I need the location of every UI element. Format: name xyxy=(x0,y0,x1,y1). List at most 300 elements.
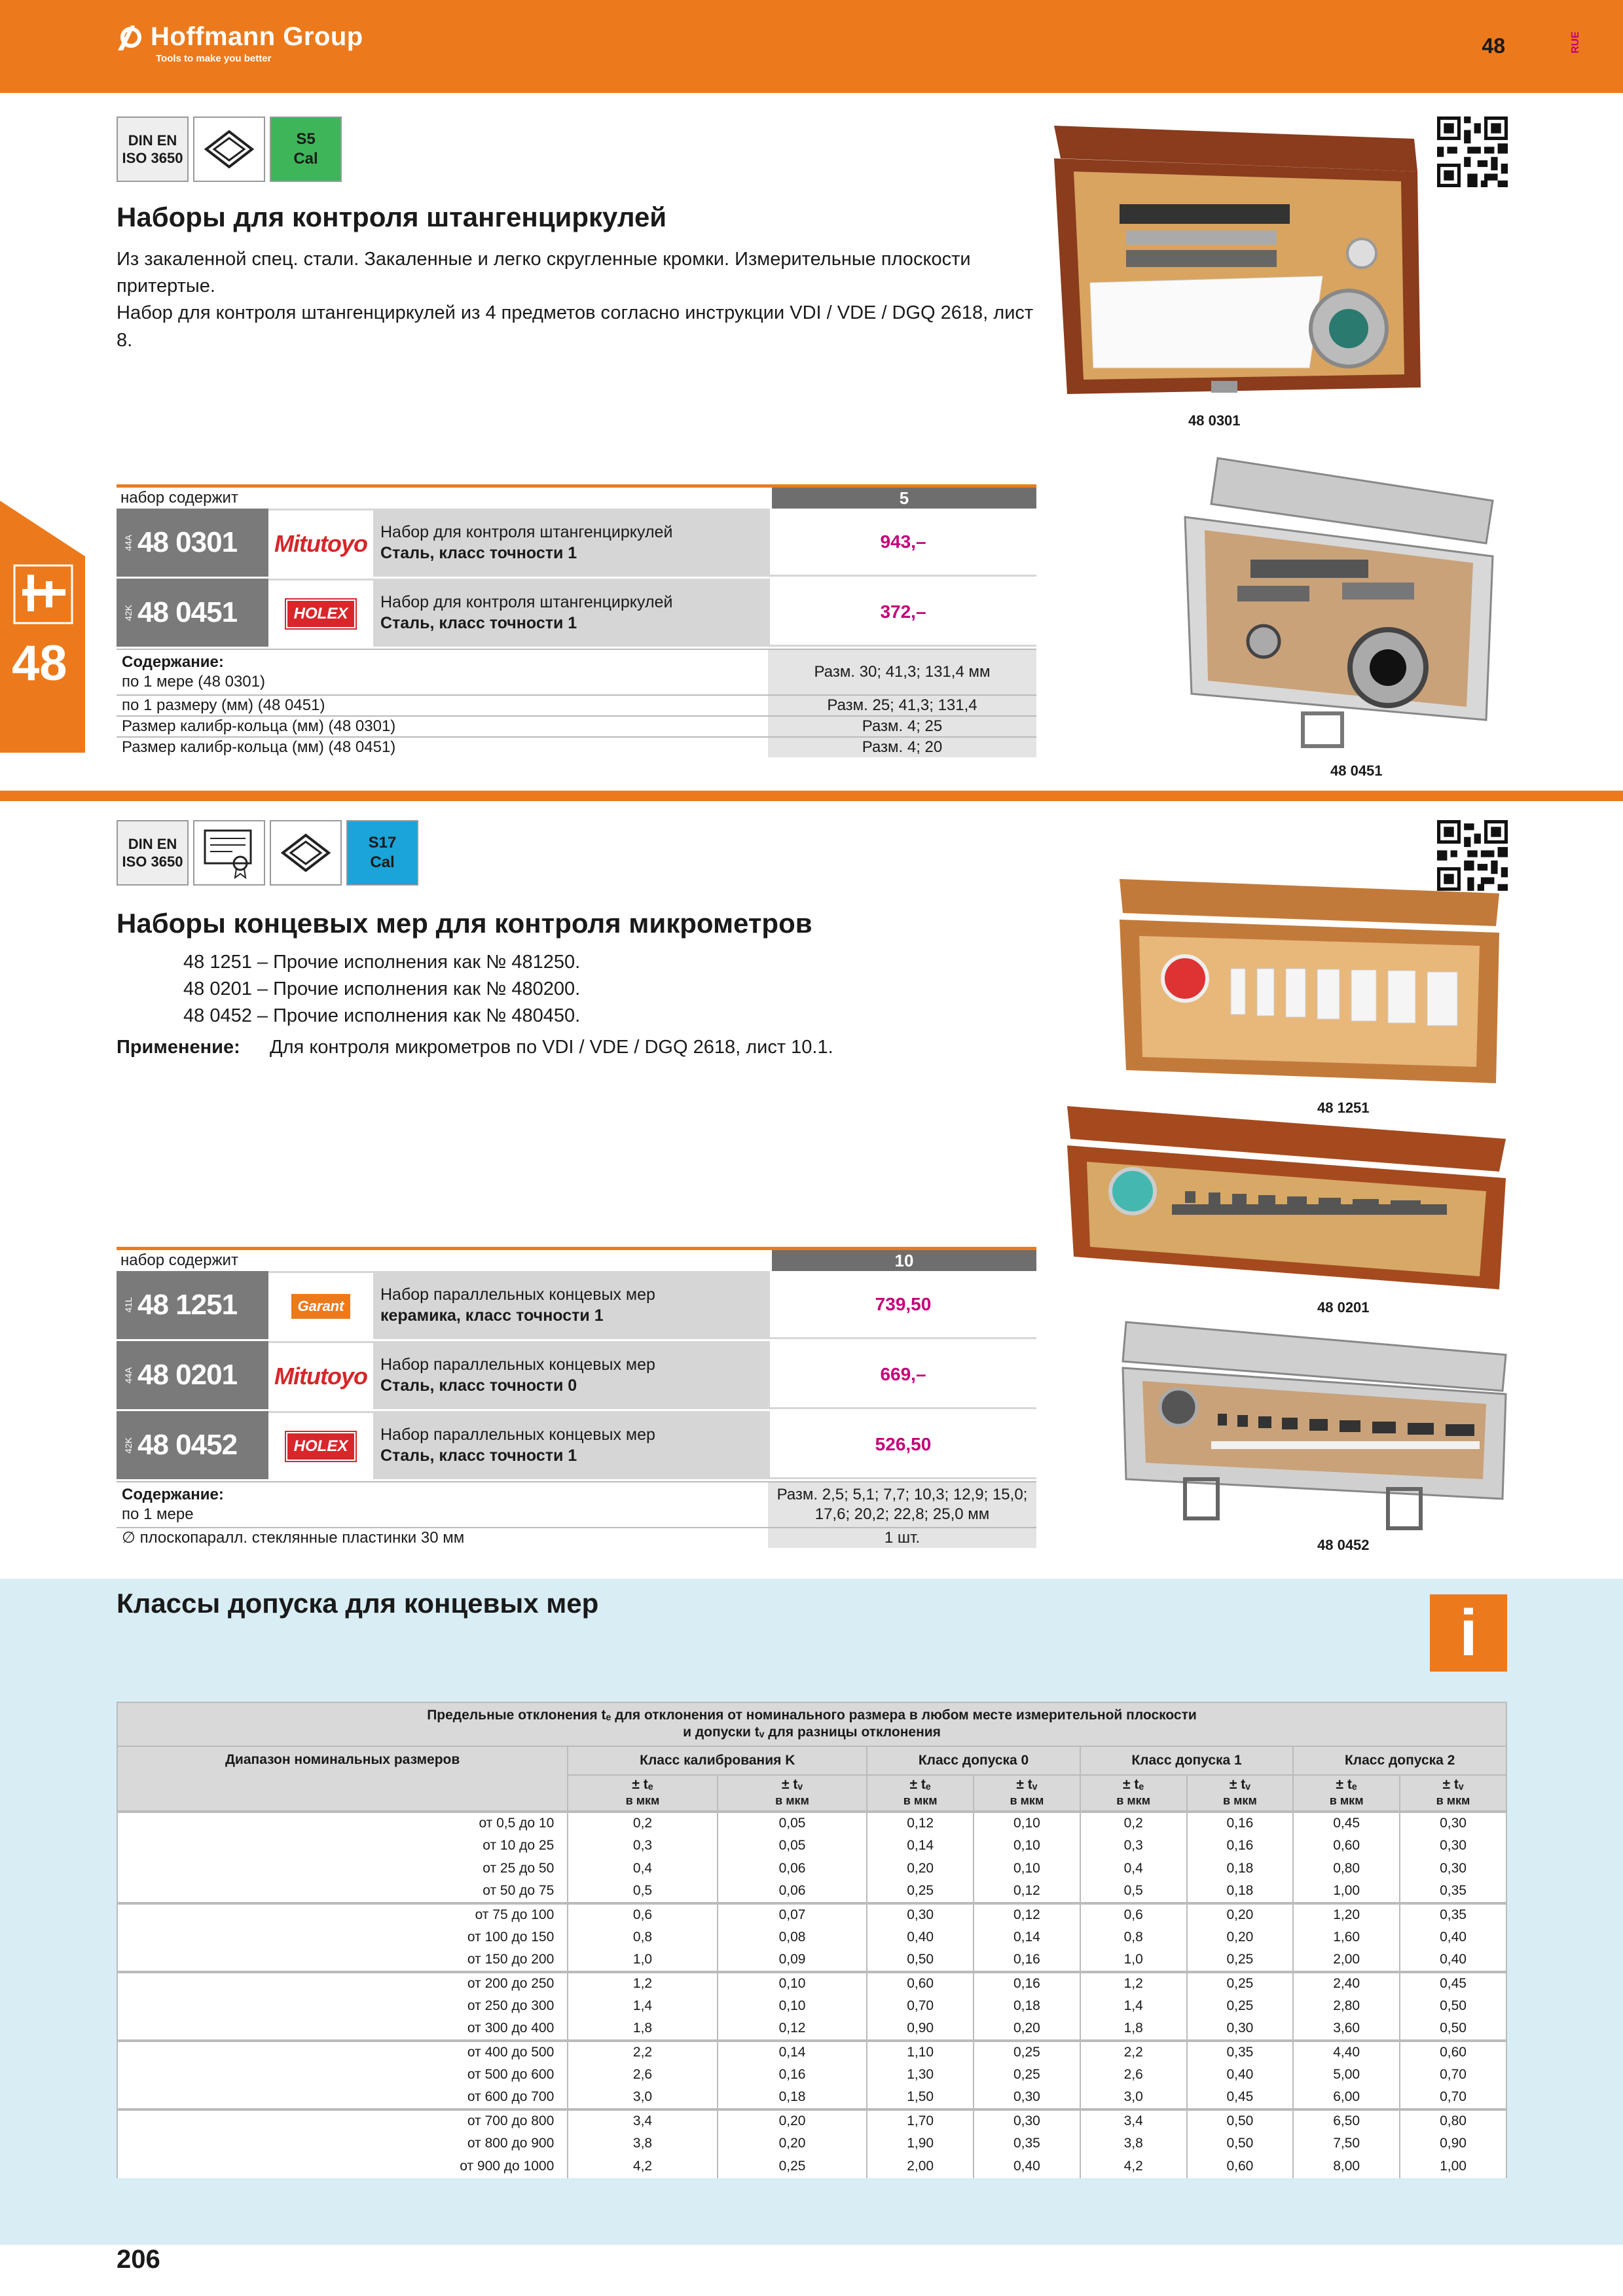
tolerance-value: 0,70 xyxy=(867,1995,974,2018)
spec-label: по 1 мере xyxy=(122,1505,194,1523)
tolerance-value: 0,4 xyxy=(1080,1857,1187,1880)
range-cell: от 100 до 150 xyxy=(117,1926,568,1949)
range-cell: от 50 до 75 xyxy=(117,1880,568,1903)
tolerance-table xyxy=(117,1702,1507,2178)
tolerance-row xyxy=(117,1857,1506,1880)
product-spec: керамика, класс точности 1 xyxy=(380,1306,604,1325)
tolerance-value: 0,25 xyxy=(974,2041,1080,2064)
spec-value: Разм. 2,5; 5,1; 7,7; 10,3; 12,9; 15,0; xyxy=(776,1486,1028,1503)
product-spec: Сталь, класс точности 1 xyxy=(380,544,577,562)
table-header-count: 10 xyxy=(772,1250,1036,1271)
product-photo xyxy=(1061,1100,1512,1302)
spec-label: по 1 мере (48 0301) xyxy=(122,673,265,691)
description-cell xyxy=(375,1411,770,1479)
certificate-icon xyxy=(193,820,265,886)
tolerance-row xyxy=(117,1949,1506,1972)
tolerance-value: 0,06 xyxy=(718,1880,867,1903)
tolerance-value: 3,4 xyxy=(1080,2109,1187,2132)
price: 739,50 xyxy=(770,1271,1036,1339)
product-photo xyxy=(1113,1316,1512,1551)
range-cell: от 900 до 1000 xyxy=(117,2155,568,2178)
tolerance-table-body xyxy=(117,1812,1506,2178)
tolerance-value: 1,8 xyxy=(1080,2018,1187,2041)
spec-value: Разм. 4; 25 xyxy=(768,717,1036,736)
page-number: 206 xyxy=(117,2245,160,2274)
brand-cell xyxy=(268,1271,375,1339)
calibration-badge-bottom: Cal xyxy=(293,150,318,168)
tv-header: ± tᵥ xyxy=(1016,1777,1038,1792)
tolerance-value: 0,07 xyxy=(718,1903,867,1926)
table-header-label: набор содержит xyxy=(120,1251,238,1269)
tolerance-value: 0,40 xyxy=(1400,1949,1506,1972)
product-spec: Сталь, класс точности 0 xyxy=(380,1376,577,1395)
tolerance-value: 0,35 xyxy=(1187,2041,1294,2064)
tolerance-value: 0,20 xyxy=(718,2109,867,2132)
article-cell[interactable] xyxy=(117,1411,268,1479)
table-caption-row xyxy=(117,1702,1506,1746)
tolerance-value: 5,00 xyxy=(1293,2064,1400,2087)
table-header-label: набор содержит xyxy=(120,489,238,507)
tolerance-value: 0,06 xyxy=(718,1857,867,1880)
te-header: ± tₑ xyxy=(909,1777,931,1792)
description-line: притертые. xyxy=(117,276,215,297)
qr-code-icon[interactable] xyxy=(1437,117,1508,187)
article-code: 44A xyxy=(123,534,134,551)
spec-value: 17,6; 20,2; 22,8; 25,0 мм xyxy=(814,1505,990,1523)
tolerance-value: 0,8 xyxy=(1080,1926,1187,1949)
tolerance-value: 0,80 xyxy=(1293,1857,1400,1880)
product-photo xyxy=(1048,119,1424,401)
chapter-number: 48 xyxy=(1482,34,1505,58)
article-code: 42K xyxy=(123,1437,134,1454)
application-text: Для контроля микрометров по VDI / VDE / DGQ 2618, лист 10.1. xyxy=(270,1037,833,1058)
tolerance-value: 0,5 xyxy=(1080,1880,1187,1903)
table-header-count: 5 xyxy=(772,488,1036,509)
tolerance-value: 0,10 xyxy=(718,1995,867,2018)
tolerance-value: 0,20 xyxy=(974,2018,1080,2041)
tolerance-value: 0,08 xyxy=(718,1926,867,1949)
tolerance-row xyxy=(117,2109,1506,2132)
spec-label: Размер калибр-кольца (мм) (48 0451) xyxy=(122,738,396,756)
table-caption: и допуски tᵥ для разницы отклонения xyxy=(683,1725,941,1740)
calibration-badge xyxy=(270,117,342,182)
article-code: 44A xyxy=(123,1367,134,1384)
tolerance-value: 0,25 xyxy=(1187,1995,1294,2018)
brand-tagline: Tools to make you better xyxy=(156,53,272,64)
range-cell: от 300 до 400 xyxy=(117,2018,568,2041)
tolerance-value: 0,60 xyxy=(1400,2041,1506,2064)
tolerance-value: 0,16 xyxy=(718,2064,867,2087)
description-cell xyxy=(375,509,770,577)
price: 943,– xyxy=(770,509,1036,577)
unit-label: в мкм xyxy=(625,1794,660,1807)
unit-label: в мкм xyxy=(1010,1794,1044,1807)
mitutoyo-logo: Mitutoyo xyxy=(274,1362,367,1390)
article-cell[interactable] xyxy=(117,1271,268,1339)
tolerance-value: 0,50 xyxy=(867,1949,974,1972)
tolerance-value: 0,20 xyxy=(867,1857,974,1880)
tolerance-value: 2,2 xyxy=(1080,2041,1187,2064)
tolerance-value: 0,20 xyxy=(718,2132,867,2155)
brand-logo[interactable] xyxy=(117,22,363,64)
tolerance-value: 0,40 xyxy=(1187,2064,1294,2087)
product-spec: Сталь, класс точности 1 xyxy=(380,614,577,632)
tolerance-value: 0,30 xyxy=(1400,1812,1506,1835)
tolerance-value: 6,00 xyxy=(1293,2087,1400,2109)
tolerance-value: 0,20 xyxy=(1187,1926,1294,1949)
tolerance-value: 0,70 xyxy=(1400,2064,1506,2087)
product-table xyxy=(117,1247,1036,1548)
unit-label: в мкм xyxy=(1329,1794,1364,1807)
garant-logo: Garant xyxy=(291,1294,351,1319)
tolerance-value: 3,8 xyxy=(1080,2132,1187,2155)
hoffmann-logo-icon xyxy=(117,23,145,52)
range-cell: от 10 до 25 xyxy=(117,1835,568,1857)
brand-name: Hoffmann Group xyxy=(151,22,363,51)
price: 372,– xyxy=(770,579,1036,647)
tolerance-value: 0,10 xyxy=(974,1857,1080,1880)
tolerance-value: 2,00 xyxy=(867,2155,974,2178)
tolerance-value: 3,60 xyxy=(1293,2018,1400,2041)
range-cell: от 600 до 700 xyxy=(117,2087,568,2109)
tolerance-value: 0,18 xyxy=(1187,1880,1294,1903)
tolerance-value: 0,18 xyxy=(1187,1857,1294,1880)
tolerance-value: 0,50 xyxy=(1187,2132,1294,2155)
variant-item: 48 0452 – Прочие исполнения как № 480450. xyxy=(183,1005,581,1027)
tolerance-value: 0,3 xyxy=(1080,1835,1187,1857)
tolerance-value: 2,00 xyxy=(1293,1949,1400,1972)
product-spec: Сталь, класс точности 1 xyxy=(380,1446,577,1465)
article-cell[interactable] xyxy=(117,509,268,577)
spec-row xyxy=(117,1527,1036,1548)
product-table xyxy=(117,484,1036,757)
tolerance-row xyxy=(117,2041,1506,2064)
spec-value: Разм. 25; 41,3; 131,4 xyxy=(768,696,1036,715)
calibration-badge-bottom: Cal xyxy=(370,853,395,871)
tolerance-row xyxy=(117,2132,1506,2155)
variant-list xyxy=(183,949,580,1030)
spec-label-bold: Содержание: xyxy=(122,653,224,671)
spec-value: Разм. 4; 20 xyxy=(768,738,1036,757)
tolerance-value: 0,10 xyxy=(974,1835,1080,1857)
tolerance-value: 0,12 xyxy=(718,2018,867,2041)
calibration-badge-top: S17 xyxy=(368,834,397,852)
language-code: RUE xyxy=(1570,31,1581,54)
tolerance-value: 0,90 xyxy=(867,2018,974,2041)
tolerance-row xyxy=(117,1903,1506,1926)
price: 526,50 xyxy=(770,1411,1036,1479)
photo-caption: 48 0201 xyxy=(1317,1299,1370,1316)
tolerance-value: 2,40 xyxy=(1293,1972,1400,1995)
tolerance-value: 0,5 xyxy=(568,1880,718,1903)
spec-label: ∅ плоскопаралл. стеклянные пластинки 30 мм xyxy=(122,1529,465,1547)
info-icon[interactable]: i xyxy=(1430,1594,1507,1672)
tolerance-value: 0,4 xyxy=(568,1857,718,1880)
tolerance-value: 1,10 xyxy=(867,2041,974,2064)
article-number: 48 0301 xyxy=(137,526,238,558)
range-cell: от 200 до 250 xyxy=(117,1972,568,1995)
article-number: 48 0201 xyxy=(137,1359,238,1391)
tolerance-value: 1,50 xyxy=(867,2087,974,2109)
photo-caption: 48 0451 xyxy=(1330,762,1383,779)
range-header: Диапазон номинальных размеров xyxy=(117,1746,568,1812)
tolerance-value: 0,10 xyxy=(718,1972,867,1995)
range-cell: от 25 до 50 xyxy=(117,1857,568,1880)
tv-header: ± tᵥ xyxy=(782,1777,803,1792)
tolerance-value: 0,30 xyxy=(974,2087,1080,2109)
unit-label: в мкм xyxy=(775,1794,809,1807)
holex-logo: HOLEX xyxy=(286,600,356,628)
price: 669,– xyxy=(770,1341,1036,1409)
tolerance-value: 1,0 xyxy=(1080,1949,1187,1972)
product-photo xyxy=(1113,874,1506,1096)
table-row[interactable] xyxy=(117,509,1036,579)
tolerance-value: 6,50 xyxy=(1293,2109,1400,2132)
gauge-block-icon xyxy=(270,820,342,886)
article-number: 48 0452 xyxy=(137,1429,238,1461)
range-cell: от 150 до 200 xyxy=(117,1949,568,1972)
spec-row xyxy=(117,715,1036,736)
tolerance-value: 0,40 xyxy=(867,1926,974,1949)
application-label: Применение: xyxy=(117,1037,240,1058)
tolerance-row xyxy=(117,1812,1506,1835)
tolerance-value: 2,6 xyxy=(568,2064,718,2087)
tolerance-value: 0,30 xyxy=(1187,2018,1294,2041)
range-cell: от 500 до 600 xyxy=(117,2064,568,2087)
brand-cell xyxy=(268,1341,375,1409)
range-cell: от 75 до 100 xyxy=(117,1903,568,1926)
tolerance-value: 0,90 xyxy=(1400,2132,1506,2155)
calibration-badge xyxy=(346,820,418,886)
tolerance-value: 0,05 xyxy=(718,1812,867,1835)
tolerance-value: 7,50 xyxy=(1293,2132,1400,2155)
tolerance-row xyxy=(117,2155,1506,2178)
tolerance-value: 0,8 xyxy=(568,1926,718,1949)
table-row[interactable] xyxy=(117,1341,1036,1411)
range-cell: от 0,5 до 10 xyxy=(117,1812,568,1835)
tolerance-value: 0,25 xyxy=(718,2155,867,2178)
tolerance-value: 0,05 xyxy=(718,1835,867,1857)
product-name: Набор для контроля штангенциркулей xyxy=(380,522,673,541)
table-row[interactable] xyxy=(117,1271,1036,1341)
article-code: 42K xyxy=(123,604,134,621)
tolerance-value: 0,16 xyxy=(974,1949,1080,1972)
class-header: Класс допуска 2 xyxy=(1293,1746,1506,1775)
class-header: Класс допуска 0 xyxy=(867,1746,1080,1775)
tolerance-value: 0,16 xyxy=(1187,1812,1294,1835)
tolerance-value: 0,50 xyxy=(1400,1995,1506,2018)
unit-label: в мкм xyxy=(903,1794,938,1807)
din-iso-badge: DIN EN ISO 3650 xyxy=(117,820,189,886)
spec-row xyxy=(117,649,1036,694)
range-cell: от 800 до 900 xyxy=(117,2132,568,2155)
tolerance-value: 0,30 xyxy=(867,1903,974,1926)
tolerance-value: 0,60 xyxy=(1293,1835,1400,1857)
tolerance-value: 0,25 xyxy=(974,2064,1080,2087)
product-name: Набор для контроля штангенциркулей xyxy=(380,592,673,611)
spec-row xyxy=(117,736,1036,757)
calibration-badge-top: S5 xyxy=(296,130,316,148)
range-cell: от 250 до 300 xyxy=(117,1995,568,2018)
range-cell: от 700 до 800 xyxy=(117,2109,568,2132)
tolerance-value: 0,30 xyxy=(1400,1835,1506,1857)
tolerance-value: 3,8 xyxy=(568,2132,718,2155)
description-line: Набор для контроля штангенциркулей из 4 предметов согласно инструкции VDI / VDE / DGQ 2618, лист 8. xyxy=(117,302,1034,351)
photo-caption: 48 1251 xyxy=(1317,1100,1370,1116)
tolerance-value: 3,0 xyxy=(568,2087,718,2109)
spec-value: 1 шт. xyxy=(768,1528,1036,1548)
tolerance-value: 0,09 xyxy=(718,1949,867,1972)
tolerance-value: 0,60 xyxy=(867,1972,974,1995)
tolerance-value: 0,6 xyxy=(568,1903,718,1926)
tolerance-value: 0,2 xyxy=(1080,1812,1187,1835)
spec-label: по 1 размеру (мм) (48 0451) xyxy=(122,696,325,714)
product-name: Набор параллельных концевых мер xyxy=(380,1285,655,1304)
table-header-row xyxy=(117,1746,1506,1775)
tolerance-value: 0,12 xyxy=(974,1880,1080,1903)
tolerance-value: 1,20 xyxy=(1293,1903,1400,1926)
tv-header: ± tᵥ xyxy=(1442,1777,1464,1792)
tolerance-row xyxy=(117,1972,1506,1995)
tolerance-value: 4,40 xyxy=(1293,2041,1400,2064)
tolerance-value: 0,45 xyxy=(1293,1812,1400,1835)
tolerance-value: 0,30 xyxy=(1400,1857,1506,1880)
class-header: Класс допуска 1 xyxy=(1080,1746,1294,1775)
tolerance-row xyxy=(117,1926,1506,1949)
brand-cell xyxy=(268,509,375,577)
range-cell: от 400 до 500 xyxy=(117,2041,568,2064)
tolerance-value: 1,00 xyxy=(1293,1880,1400,1903)
tolerance-value: 1,90 xyxy=(867,2132,974,2155)
holex-logo: HOLEX xyxy=(286,1432,356,1461)
tolerance-value: 0,14 xyxy=(718,2041,867,2064)
product-name: Набор параллельных концевых мер xyxy=(380,1425,655,1444)
tolerance-row xyxy=(117,1880,1506,1903)
brand-cell xyxy=(268,579,375,647)
article-cell[interactable] xyxy=(117,579,268,647)
tolerance-value: 0,18 xyxy=(718,2087,867,2109)
table-caption: Предельные отклонения tₑ для отклонения от номинального размера в любом месте измерительной плоскости xyxy=(427,1708,1197,1723)
tolerance-value: 1,00 xyxy=(1400,2155,1506,2178)
tolerance-row xyxy=(117,2018,1506,2041)
tolerance-value: 2,2 xyxy=(568,2041,718,2064)
tolerance-value: 0,18 xyxy=(974,1995,1080,2018)
tolerance-value: 1,30 xyxy=(867,2064,974,2087)
tolerance-value: 0,35 xyxy=(1400,1903,1506,1926)
spec-label: Размер калибр-кольца (мм) (48 0301) xyxy=(122,717,396,735)
tolerance-value: 4,2 xyxy=(1080,2155,1187,2178)
spec-label-bold: Содержание: xyxy=(122,1486,224,1503)
tolerance-value: 1,2 xyxy=(1080,1972,1187,1995)
chapter-tab-number: 48 xyxy=(12,636,67,691)
tolerance-value: 3,0 xyxy=(1080,2087,1187,2109)
tolerance-value: 0,80 xyxy=(1400,2109,1506,2132)
variant-item: 48 1251 – Прочие исполнения как № 481250. xyxy=(183,952,581,973)
tolerance-value: 0,16 xyxy=(1187,1835,1294,1857)
spec-row xyxy=(117,1481,1036,1527)
tolerance-value: 0,10 xyxy=(974,1812,1080,1835)
tolerance-row xyxy=(117,1995,1506,2018)
table-header xyxy=(117,484,1036,509)
tolerance-value: 0,35 xyxy=(974,2132,1080,2155)
section-title: Наборы концевых мер для контроля микрометров xyxy=(117,908,812,939)
tolerance-value: 0,30 xyxy=(974,2109,1080,2132)
tolerance-value: 0,40 xyxy=(1400,1926,1506,1949)
tolerance-value: 0,3 xyxy=(568,1835,718,1857)
tolerance-value: 0,12 xyxy=(867,1812,974,1835)
spec-value: Разм. 30; 41,3; 131,4 мм xyxy=(768,650,1036,694)
tolerance-value: 0,60 xyxy=(1187,2155,1294,2178)
unit-label: в мкм xyxy=(1223,1794,1257,1807)
unit-label: в мкм xyxy=(1436,1794,1470,1807)
variant-item: 48 0201 – Прочие исполнения как № 480200. xyxy=(183,978,581,1000)
tolerance-value: 0,2 xyxy=(568,1812,718,1835)
din-iso-badge: DIN EN ISO 3650 xyxy=(117,117,189,182)
tolerance-value: 1,2 xyxy=(568,1972,718,1995)
table-row[interactable] xyxy=(117,579,1036,649)
article-number: 48 0451 xyxy=(137,596,238,628)
tolerance-value: 3,4 xyxy=(568,2109,718,2132)
tolerance-title: Классы допуска для концевых мер xyxy=(117,1588,599,1619)
tolerance-value: 0,35 xyxy=(1400,1880,1506,1903)
table-header xyxy=(117,1247,1036,1271)
photo-caption: 48 0301 xyxy=(1188,412,1241,429)
unit-label: в мкм xyxy=(1116,1794,1151,1807)
photo-caption: 48 0452 xyxy=(1317,1537,1370,1553)
product-name: Набор параллельных концевых мер xyxy=(380,1355,655,1374)
description-line: Из закаленной спец. стали. Закаленные и легко скругленные кромки. Измерительные плоскости xyxy=(117,249,971,270)
chapter-side-tab[interactable] xyxy=(0,501,85,753)
tolerance-value: 0,25 xyxy=(1187,1949,1294,1972)
tolerance-row xyxy=(117,2087,1506,2109)
article-code: 41L xyxy=(123,1297,134,1313)
caliper-icon xyxy=(13,564,73,624)
tolerance-value: 0,12 xyxy=(974,1903,1080,1926)
tolerance-value: 8,00 xyxy=(1293,2155,1400,2178)
tolerance-value: 1,0 xyxy=(568,1949,718,1972)
tolerance-value: 0,16 xyxy=(974,1972,1080,1995)
article-cell[interactable] xyxy=(117,1341,268,1409)
tolerance-value: 0,45 xyxy=(1400,1972,1506,1995)
tolerance-value: 0,50 xyxy=(1187,2109,1294,2132)
tolerance-value: 1,60 xyxy=(1293,1926,1400,1949)
te-header: ± tₑ xyxy=(1123,1777,1144,1792)
brand-cell xyxy=(268,1411,375,1479)
mitutoyo-logo: Mitutoyo xyxy=(274,529,367,557)
article-number: 48 1251 xyxy=(137,1289,238,1321)
description-cell xyxy=(375,579,770,647)
te-header: ± tₑ xyxy=(632,1777,653,1792)
tolerance-value: 2,6 xyxy=(1080,2064,1187,2087)
tolerance-value: 0,40 xyxy=(974,2155,1080,2178)
section-title: Наборы для контроля штангенциркулей xyxy=(117,202,667,232)
section-description xyxy=(117,246,1046,354)
spec-row xyxy=(117,694,1036,715)
tolerance-value: 0,25 xyxy=(867,1880,974,1903)
class-header: Класс калибрования K xyxy=(568,1746,867,1775)
tolerance-value: 1,4 xyxy=(1080,1995,1187,2018)
tolerance-value: 4,2 xyxy=(568,2155,718,2178)
tolerance-value: 0,25 xyxy=(1187,1972,1294,1995)
product-photo xyxy=(1178,452,1499,766)
tolerance-value: 0,14 xyxy=(867,1835,974,1857)
tolerance-row xyxy=(117,1835,1506,1857)
description-cell xyxy=(375,1271,770,1339)
tolerance-value: 2,80 xyxy=(1293,1995,1400,2018)
gauge-block-icon xyxy=(193,117,265,182)
table-row[interactable] xyxy=(117,1411,1036,1481)
tolerance-value: 0,14 xyxy=(974,1926,1080,1949)
